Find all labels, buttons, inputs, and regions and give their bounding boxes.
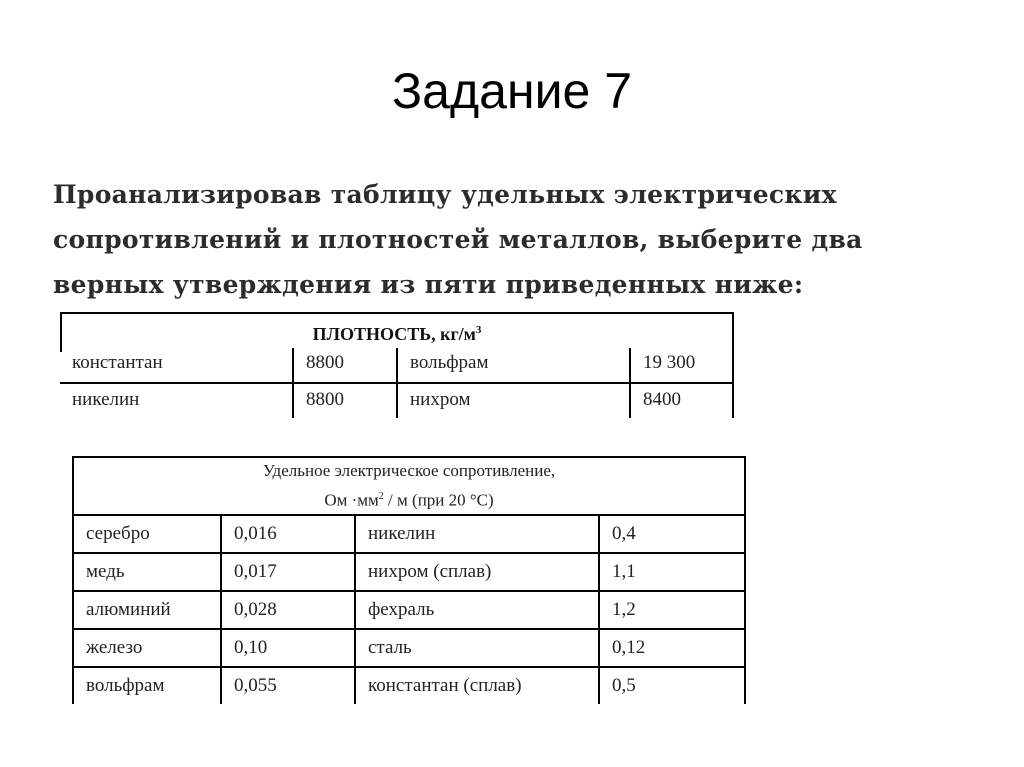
- table-cell: никелин: [355, 515, 599, 553]
- task-line: сопротивлений и плотностей металлов, выберите два: [53, 225, 863, 254]
- table-cell: 19 300: [643, 352, 696, 373]
- table-row: [73, 667, 745, 704]
- task-line: верных утверждения из пяти приведенных ниже:: [53, 270, 804, 299]
- table-cell: нихром: [410, 389, 471, 410]
- table-border: [629, 348, 631, 418]
- table-cell: 0,055: [221, 667, 355, 704]
- table-cell: 1,1: [599, 553, 745, 591]
- density-table: [60, 312, 734, 418]
- table-cell: 0,4: [599, 515, 745, 553]
- table-cell: 0,10: [221, 629, 355, 667]
- table-cell: 8800: [306, 389, 344, 410]
- table-cell: 0,017: [221, 553, 355, 591]
- table-header-row: [73, 457, 745, 515]
- table-cell: медь: [73, 553, 221, 591]
- table-cell: фехраль: [355, 591, 599, 629]
- resistivity-header: Удельное электрическое сопротивление, Ом $\cdot мм^2 / м$ (при 20 °С): [73, 457, 745, 515]
- table-cell: железо: [73, 629, 221, 667]
- table-row: [73, 553, 745, 591]
- table-row: [73, 629, 745, 667]
- table-cell: серебро: [73, 515, 221, 553]
- table-cell: 8400: [643, 389, 681, 410]
- table-cell: нихром (сплав): [355, 553, 599, 591]
- table-cell: 8800: [306, 352, 344, 373]
- task-text: [53, 172, 933, 307]
- resistivity-table: [72, 456, 744, 710]
- table-border: [60, 312, 734, 314]
- table-cell: константан: [72, 352, 163, 373]
- table-border: [292, 348, 294, 418]
- table-cell: никелин: [72, 389, 140, 410]
- task-line: Проанализировав таблицу удельных электрических: [53, 180, 837, 209]
- table-cell: алюминий: [73, 591, 221, 629]
- table-border: [732, 348, 734, 418]
- table-cell: 0,12: [599, 629, 745, 667]
- table-cell: константан (сплав): [355, 667, 599, 704]
- table-row: [73, 591, 745, 629]
- table-cell: 1,2: [599, 591, 745, 629]
- table-border: [396, 348, 398, 418]
- slide-title: Задание 7: [391, 63, 633, 119]
- table-cell: вольфрам: [410, 352, 489, 373]
- table-cell: 0,028: [221, 591, 355, 629]
- table-cell: 0,016: [221, 515, 355, 553]
- table-row: [73, 515, 745, 553]
- table-cell: вольфрам: [73, 667, 221, 704]
- density-header: ПЛОТНОСТЬ, $кг/м^3$: [312, 324, 482, 344]
- table-cell: 0,5: [599, 667, 745, 704]
- table-cell: сталь: [355, 629, 599, 667]
